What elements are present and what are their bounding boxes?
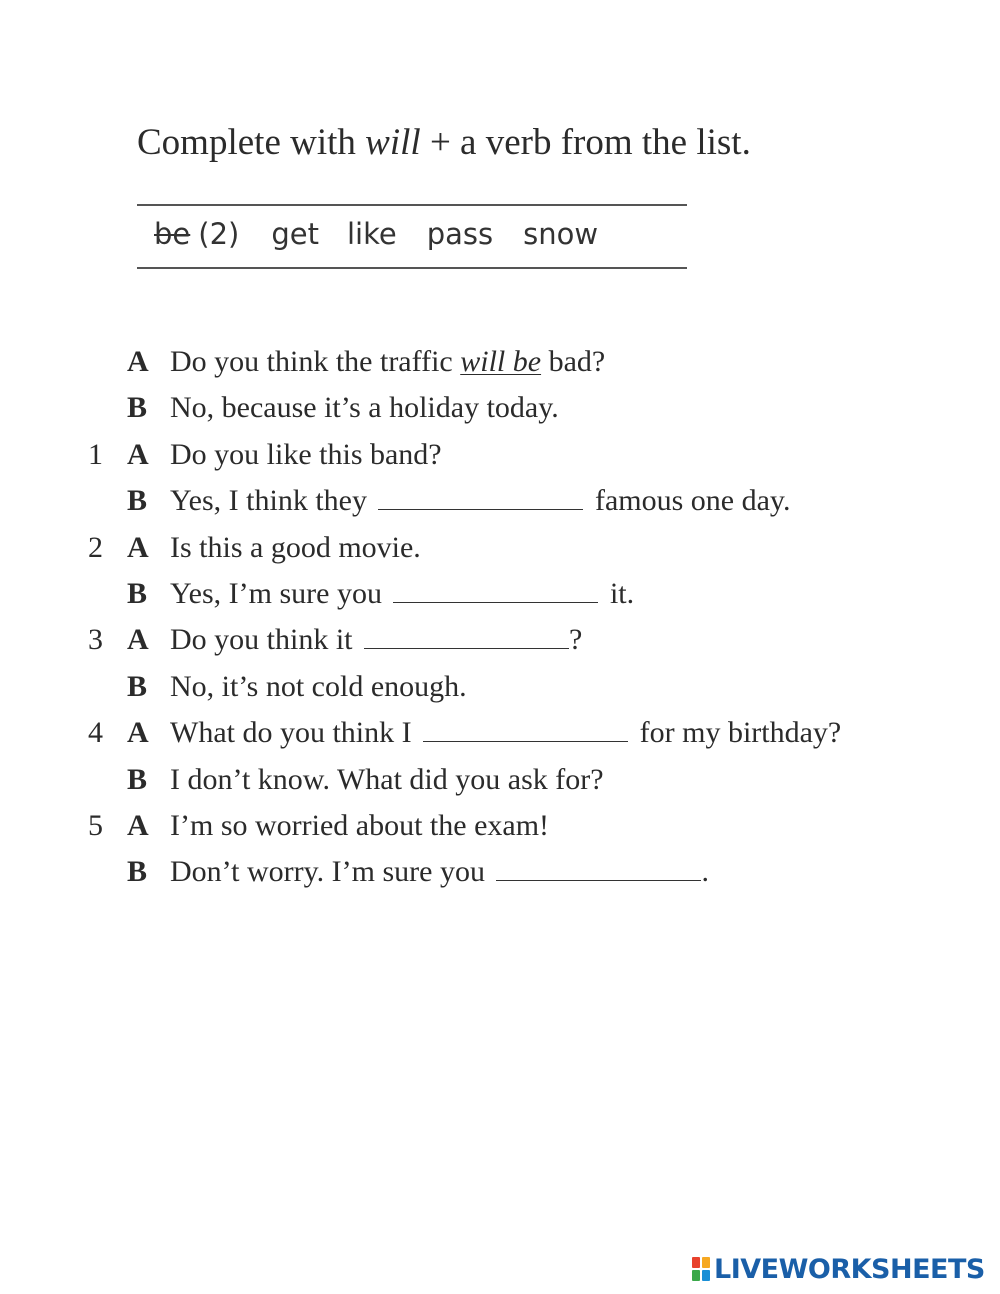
answer-blank[interactable] [393, 601, 598, 603]
text-before-gap: Do you think it [170, 623, 361, 657]
speaker-label: B [127, 669, 148, 703]
instruction-italic-will: will [365, 122, 421, 163]
dialogue-text [170, 713, 841, 753]
dialogue-text [170, 852, 709, 892]
dialogue-text [170, 806, 549, 846]
dialogue-text [170, 435, 442, 475]
answer-blank[interactable] [423, 740, 628, 742]
speaker-label: B [127, 855, 148, 889]
answer-blank[interactable] [364, 647, 569, 649]
text-before-gap: Is this a good movie. [170, 530, 421, 564]
answer-blank[interactable] [378, 508, 583, 510]
liveworksheets-logo-text: LIVEWORKSHEETS [714, 1253, 985, 1285]
item-number: 3 [88, 623, 103, 657]
example-answer: will be [460, 345, 542, 378]
speaker-label: A [127, 437, 149, 471]
verb-list-word: be [154, 217, 191, 251]
item-number: 5 [88, 809, 103, 842]
speaker-label: A [127, 716, 149, 750]
speaker-label: B [127, 391, 148, 425]
logo-square [702, 1257, 710, 1268]
text-before-gap: Don’t worry. I’m sure you [170, 855, 493, 889]
verb-list-word: get [271, 217, 319, 251]
item-number: 2 [88, 530, 103, 564]
text-before-gap: I don’t know. What did you ask for? [170, 762, 604, 796]
dialogue-text [170, 481, 790, 521]
verb-list-word: pass [426, 217, 494, 251]
dialogue-text [170, 574, 634, 614]
text-before-gap: Yes, I think they [170, 484, 375, 518]
liveworksheets-logo [692, 1254, 985, 1284]
instruction-prefix: Complete with [137, 122, 366, 163]
text-after-gap: ? [569, 623, 583, 657]
speaker-label: A [127, 345, 149, 378]
logo-square [692, 1270, 700, 1281]
dialogue-text [170, 667, 467, 707]
text-after-gap: . [701, 855, 709, 889]
text-after-gap: famous one day. [587, 484, 791, 518]
verb-list-word: snow [523, 217, 599, 251]
dialogue-text [170, 388, 559, 428]
instruction-suffix: + a verb from the list. [420, 122, 751, 163]
dialogue-text [170, 342, 605, 382]
text-before-gap: I’m so worried about the exam! [170, 809, 550, 842]
speaker-label: B [127, 577, 148, 610]
answer-blank[interactable] [496, 879, 701, 881]
text-before-gap: Do you think the traffic [170, 345, 461, 378]
text-after-gap: it. [602, 577, 635, 610]
text-after-gap: for my birthday? [632, 716, 842, 750]
text-before-gap: What do you think I [170, 716, 420, 750]
text-before-gap: Do you like this band? [170, 437, 442, 471]
dialogue-text [170, 620, 582, 660]
logo-square [692, 1257, 700, 1268]
speaker-label: A [127, 809, 149, 842]
verb-list-word: (2) [198, 217, 240, 251]
speaker-label: B [127, 762, 148, 796]
text-before-gap: No, because it’s a holiday today. [170, 391, 559, 425]
text-before-gap: Yes, I’m sure you [170, 577, 390, 610]
liveworksheets-logo-icon [692, 1257, 710, 1281]
exercise-instruction [137, 124, 751, 161]
dialogue-text [170, 528, 421, 568]
speaker-label: A [127, 623, 149, 657]
item-number: 1 [88, 437, 103, 471]
verb-list-box [137, 204, 687, 269]
text-after-gap: bad? [541, 345, 606, 378]
text-before-gap: No, it’s not cold enough. [170, 669, 467, 703]
dialogue-text [170, 760, 604, 800]
speaker-label: A [127, 530, 149, 564]
logo-square [702, 1270, 710, 1281]
verb-list [154, 217, 599, 251]
speaker-label: B [127, 484, 148, 518]
item-number: 4 [88, 716, 103, 750]
verb-list-word: like [346, 217, 397, 251]
